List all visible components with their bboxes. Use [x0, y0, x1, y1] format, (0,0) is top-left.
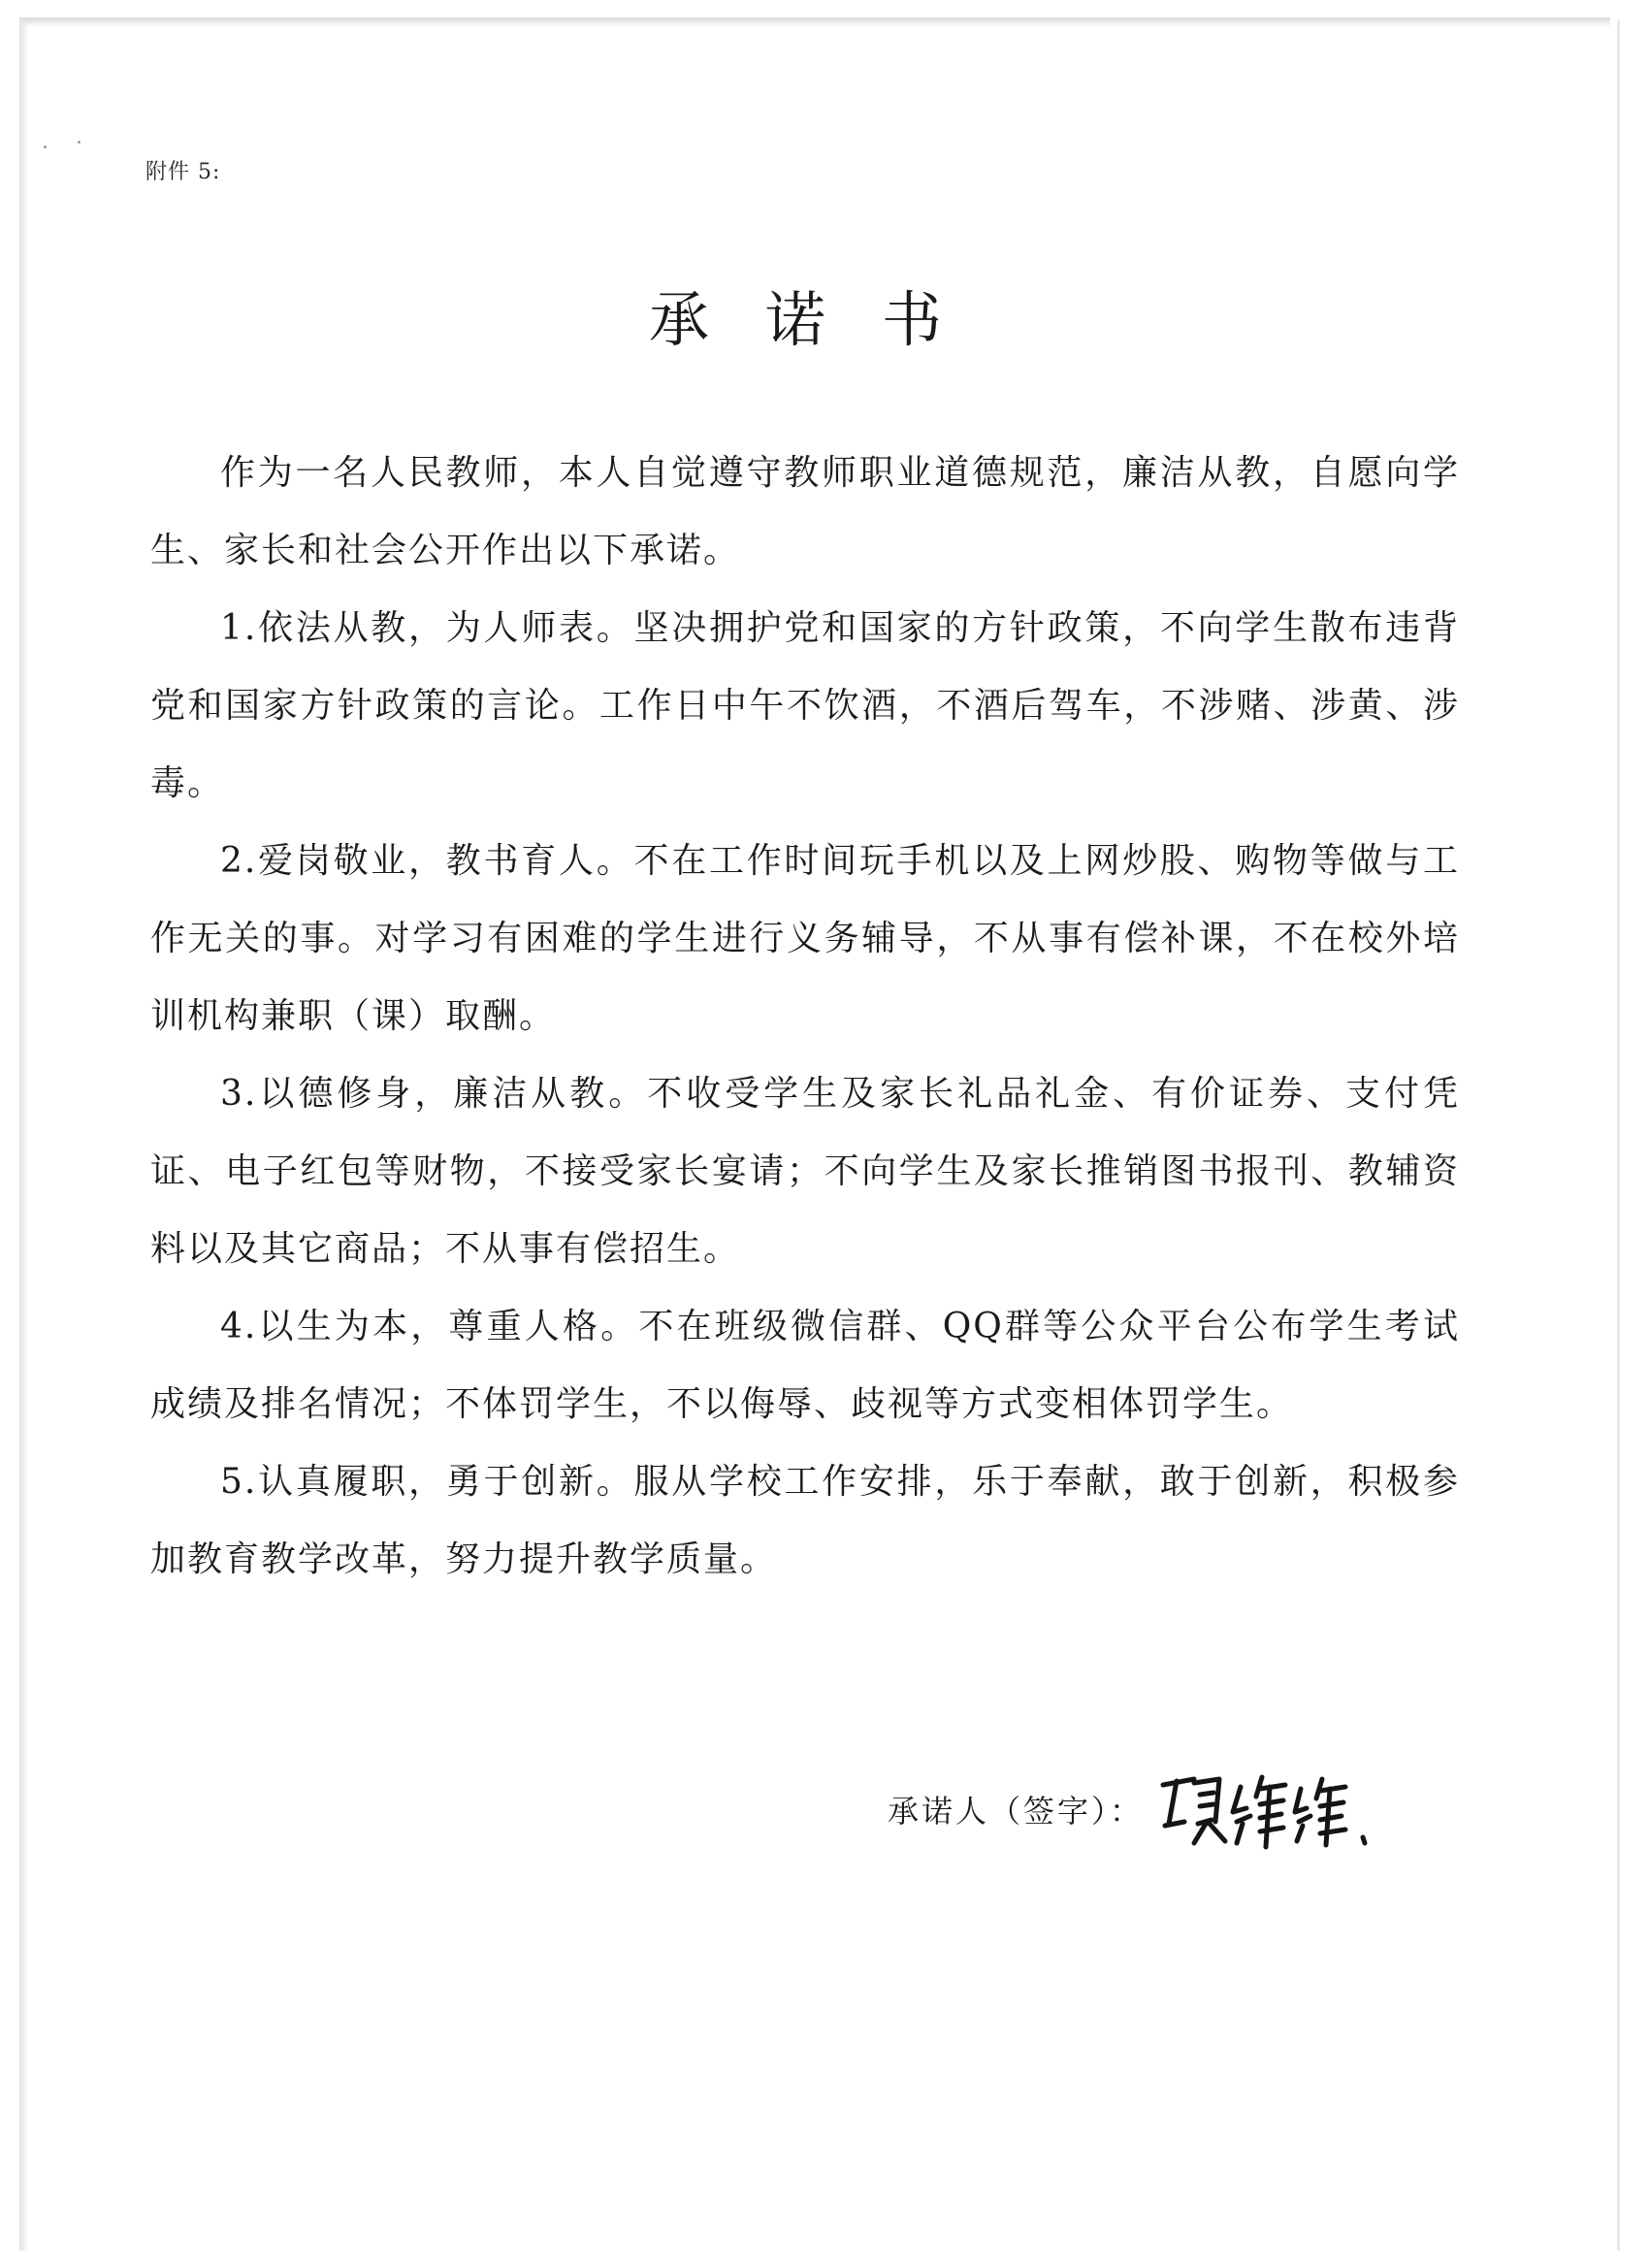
scan-speck: [78, 141, 81, 144]
scan-speck: [44, 146, 47, 148]
commitment-item-5: 5.认真履职，勇于创新。服从学校工作安排，乐于奉献，敢于创新，积极参加教育教学改革，努力提升教学质量。: [150, 1462, 1460, 1579]
attachment-label: 附件 5:: [146, 160, 221, 184]
commitment-item-2: 2.爱岗敬业，教书育人。不在工作时间玩手机以及上网炒股、购物等做与工作无关的事。对学习有困难的学生进行义务辅导，不从事有偿补课，不在校外培训机构兼职（课）取酬。: [150, 841, 1460, 1036]
intro-paragraph: 作为一名人民教师，本人自觉遵守教师职业道德规范，廉洁从教，自愿向学生、家长和社会公开作出以下承诺。: [150, 453, 1460, 570]
signature-row: [888, 1766, 1378, 1853]
commitment-item-1: 1.依法从教，为人师表。坚决拥护党和国家的方针政策，不向学生散布违背党和国家方针政策的言论。工作日中午不饮酒，不酒后驾车，不涉赌、涉黄、涉毒。: [150, 608, 1460, 803]
scan-edge-right: [1617, 19, 1620, 2251]
signature-label: 承诺人（签字）：: [888, 1793, 1145, 1830]
commitment-body: [150, 435, 1460, 1599]
commitment-item-3: 3.以德修身，廉洁从教。不收受学生及家长礼品礼金、有价证券、支付凭证、电子红包等财物，不接受家长宴请；不向学生及家长推销图书报刊、教辅资料以及其它商品；不从事有偿招生。: [150, 1074, 1460, 1269]
scan-edge-top: [19, 17, 1610, 27]
handwritten-signature: [1155, 1766, 1378, 1853]
page-title: 承诺书: [648, 283, 998, 355]
commitment-item-4: 4.以生为本，尊重人格。不在班级微信群、QQ群等公众平台公布学生考试成绩及排名情况；不体罚学生，不以侮辱、歧视等方式变相体罚学生。: [150, 1307, 1460, 1424]
